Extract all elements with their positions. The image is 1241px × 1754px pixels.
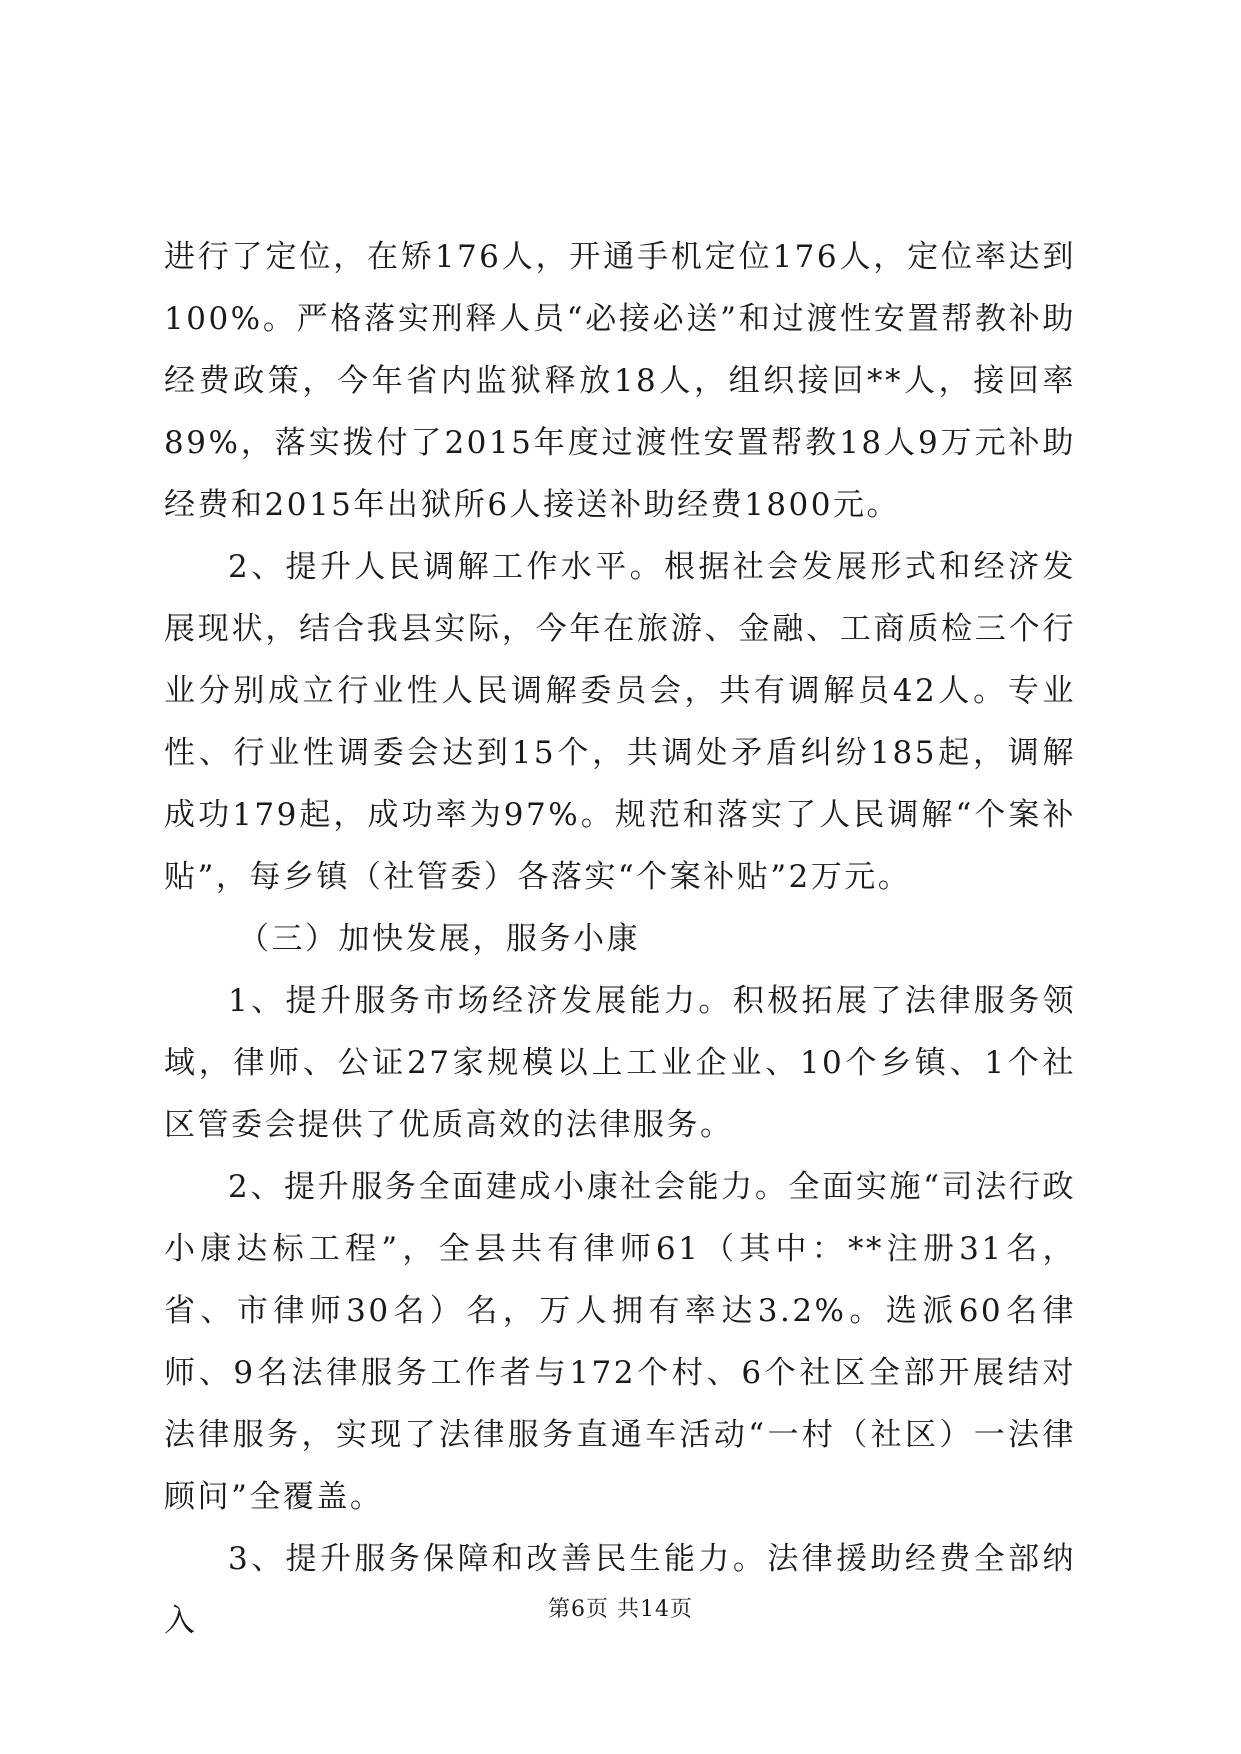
paragraph-continuation: 进行了定位，在矫176人，开通手机定位176人，定位率达到100%。严格落实刑释人员“必接必送”和过渡性安置帮教补助经费政策，今年省内监狱释放18人，组织接回**人，接回率89%，落实拨付了2015年度过渡性安置帮教18人9万元补助经费和2015年出狱所6人接送补助经费1800元。	[164, 239, 1076, 523]
page-number-footer: 第6页 共14页	[548, 1597, 693, 1622]
paragraph-xiaokang-society: 2、提升服务全面建成小康社会能力。全面实施“司法行政小康达标工程”，全县共有律师61（其中：**注册31名，省、市律师30名）名，万人拥有率达3.2%。选派60名律师、9名法律服务工作者与172个村、6个社区全部开展结对法律服务，实现了法律服务直通车活动“一村（社区）一法律顾问”全覆盖。	[164, 1169, 1076, 1515]
section-heading: （三）加快发展，服务小康	[238, 921, 640, 957]
paragraph-market-economy: 1、提升服务市场经济发展能力。积极拓展了法律服务领域，律师、公证27家规模以上工业企业、10个乡镇、1个社区管委会提供了优质高效的法律服务。	[164, 983, 1076, 1143]
paragraph-livelihood: 3、提升服务保障和改善民生能力。法律援助经费全部纳入	[164, 1541, 1076, 1639]
paragraph-mediation: 2、提升人民调解工作水平。根据社会发展形式和经济发展现状，结合我县实际，今年在旅游、金融、工商质检三个行业分别成立行业性人民调解委员会，共有调解员42人。专业性、行业性调委会达到15个，共调处矛盾纠纷185起，调解成功179起，成功率为97%。规范和落实了人民调解“个案补贴”，每乡镇（社管委）各落实“个案补贴”2万元。	[164, 549, 1076, 895]
document-body	[164, 226, 1076, 1652]
